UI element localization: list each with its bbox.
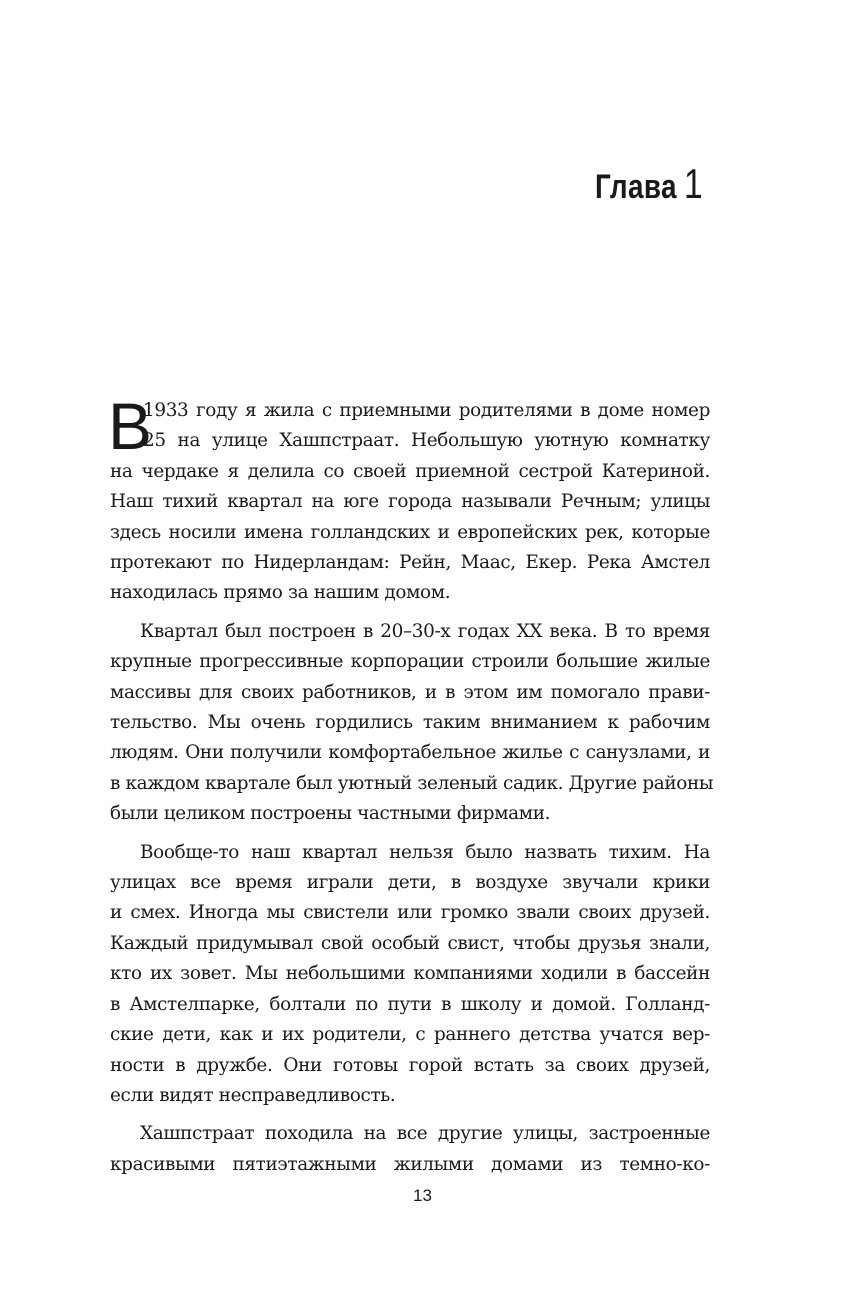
paragraph-1 [108,389,710,609]
text-line: если видят несправедливость. [110,1084,396,1106]
text-line: Наш тихий квартал на юге города называли Речным; улицы [110,491,710,513]
text-line: кто их зовет. Мы небольшими компаниями ходили в бассейн [110,963,710,985]
text-line: 1933 году я жила с приемными родителями в доме номер [143,400,710,421]
text-line: Квартал был построен в 20–30-х годах XX века. В то время [140,620,710,642]
paragraph-2 [110,617,714,830]
page-number: 13 [413,1186,432,1205]
text-line: на чердаке я делила со своей приемной сестрой Катериной. [110,460,710,482]
chapter-heading [577,160,707,208]
text-line: людям. Они получили комфортабельное жилье с санузлами, и [110,742,710,764]
text-line: 25 на улице Хашпстраат. Небольшую уютную комнатку [143,430,710,452]
body-text [108,389,714,1180]
text-line: ности в дружбе. Они готовы горой встать за своих друзей, [110,1054,710,1076]
text-line: ские дети, как и их родители, с раннего детства учатся вер- [110,1024,710,1046]
text-line: крупные прогрессивные корпорации строили большие жилые [110,651,710,673]
text-line: в каждом квартале был уютный зеленый садик. Другие районы [110,772,714,794]
text-line: и смех. Иногда мы свистели или громко звали своих друзей. [110,902,710,924]
chapter-number: 1 [683,160,703,207]
paragraph-3 [110,838,710,1112]
text-line: красивыми пятиэтажными жилыми домами из темно-ко- [110,1153,710,1175]
drop-cap: В [108,389,153,463]
text-line: Каждый придумывал свой особый свист, чтобы друзья знали, [110,932,710,954]
text-line: Вообще-то наш квартал нельзя было назвать тихим. На [140,841,710,863]
text-line: протекают по Нидерландам: Рейн, Маас, Екер. Река Амстел [110,552,710,574]
text-line: здесь носили имена голландских и европейских рек, которые [110,521,710,543]
text-line: массивы для своих работников, и в этом им помогало прави- [110,681,710,703]
text-line: тельство. Мы очень гордились таким вниманием к рабочим [110,712,710,734]
text-line: находилась прямо за нашим домом. [110,582,451,604]
text-line: были целиком построены частными фирмами. [110,803,551,825]
text-line: улицах все время играли дети, в воздухе звучали крики [110,872,710,894]
text-line: Хашпстраат походила на все другие улицы, застроенные [140,1123,710,1145]
text-line: в Амстелпарке, болтали по пути в школу и домой. Голланд- [110,993,710,1015]
drop-cap-row [108,389,710,463]
chapter-title-word: Глава [595,168,678,206]
paragraph-4 [110,1119,710,1180]
